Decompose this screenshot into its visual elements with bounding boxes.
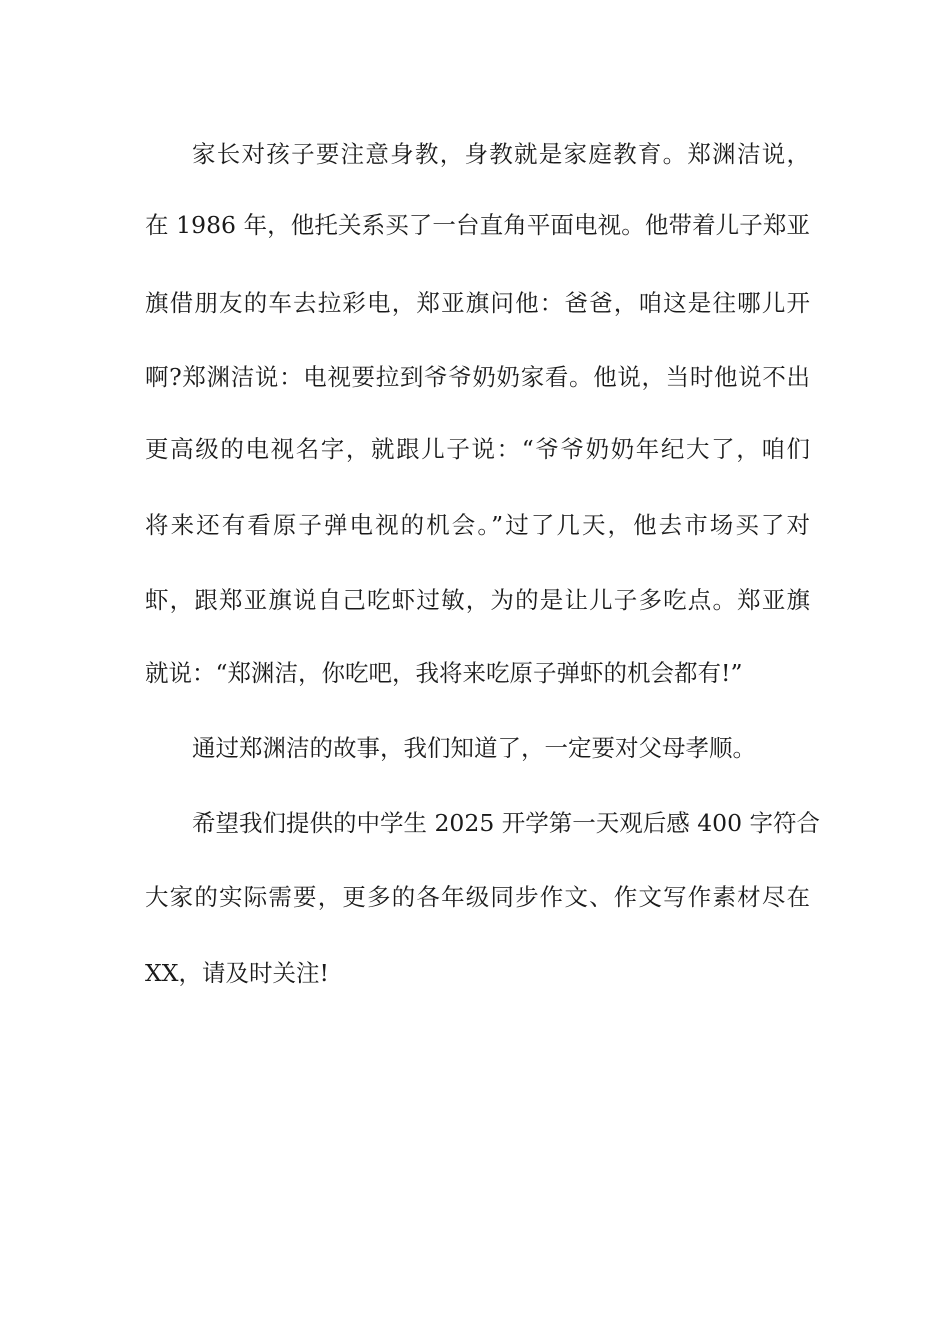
- paragraph-3-line-1: 希望我们提供的中学生 2025 开学第一天观后感 400 字符合: [192, 809, 821, 837]
- paragraph-3-line-3: XX，请及时关注!: [145, 959, 329, 987]
- paragraph-1-line-1: 家长对孩子要注意身教，身教就是家庭教育。郑渊洁说，: [192, 140, 810, 168]
- paragraph-1-line-6: 将来还有看原子弹电视的机会。”过了几天，他去市场买了对: [145, 511, 810, 539]
- paragraph-1-line-7: 虾，跟郑亚旗说自己吃虾过敏，为的是让儿子多吃点。郑亚旗: [145, 586, 810, 614]
- paragraph-1-line-4: 啊?郑渊洁说：电视要拉到爷爷奶奶家看。他说，当时他说不出: [145, 363, 810, 391]
- paragraph-1-line-5: 更高级的电视名字，就跟儿子说：“爷爷奶奶年纪大了，咱们: [145, 435, 810, 463]
- paragraph-3-line-2: 大家的实际需要，更多的各年级同步作文、作文写作素材尽在: [145, 883, 810, 911]
- paragraph-1-line-8: 就说：“郑渊洁，你吃吧，我将来吃原子弹虾的机会都有!”: [145, 659, 743, 687]
- paragraph-1-line-3: 旗借朋友的车去拉彩电，郑亚旗问他：爸爸，咱这是往哪儿开: [145, 289, 810, 317]
- paragraph-1-line-2: 在 1986 年，他托关系买了一台直角平面电视。他带着儿子郑亚: [145, 211, 810, 239]
- paragraph-2-line-1: 通过郑渊洁的故事，我们知道了，一定要对父母孝顺。: [192, 734, 756, 762]
